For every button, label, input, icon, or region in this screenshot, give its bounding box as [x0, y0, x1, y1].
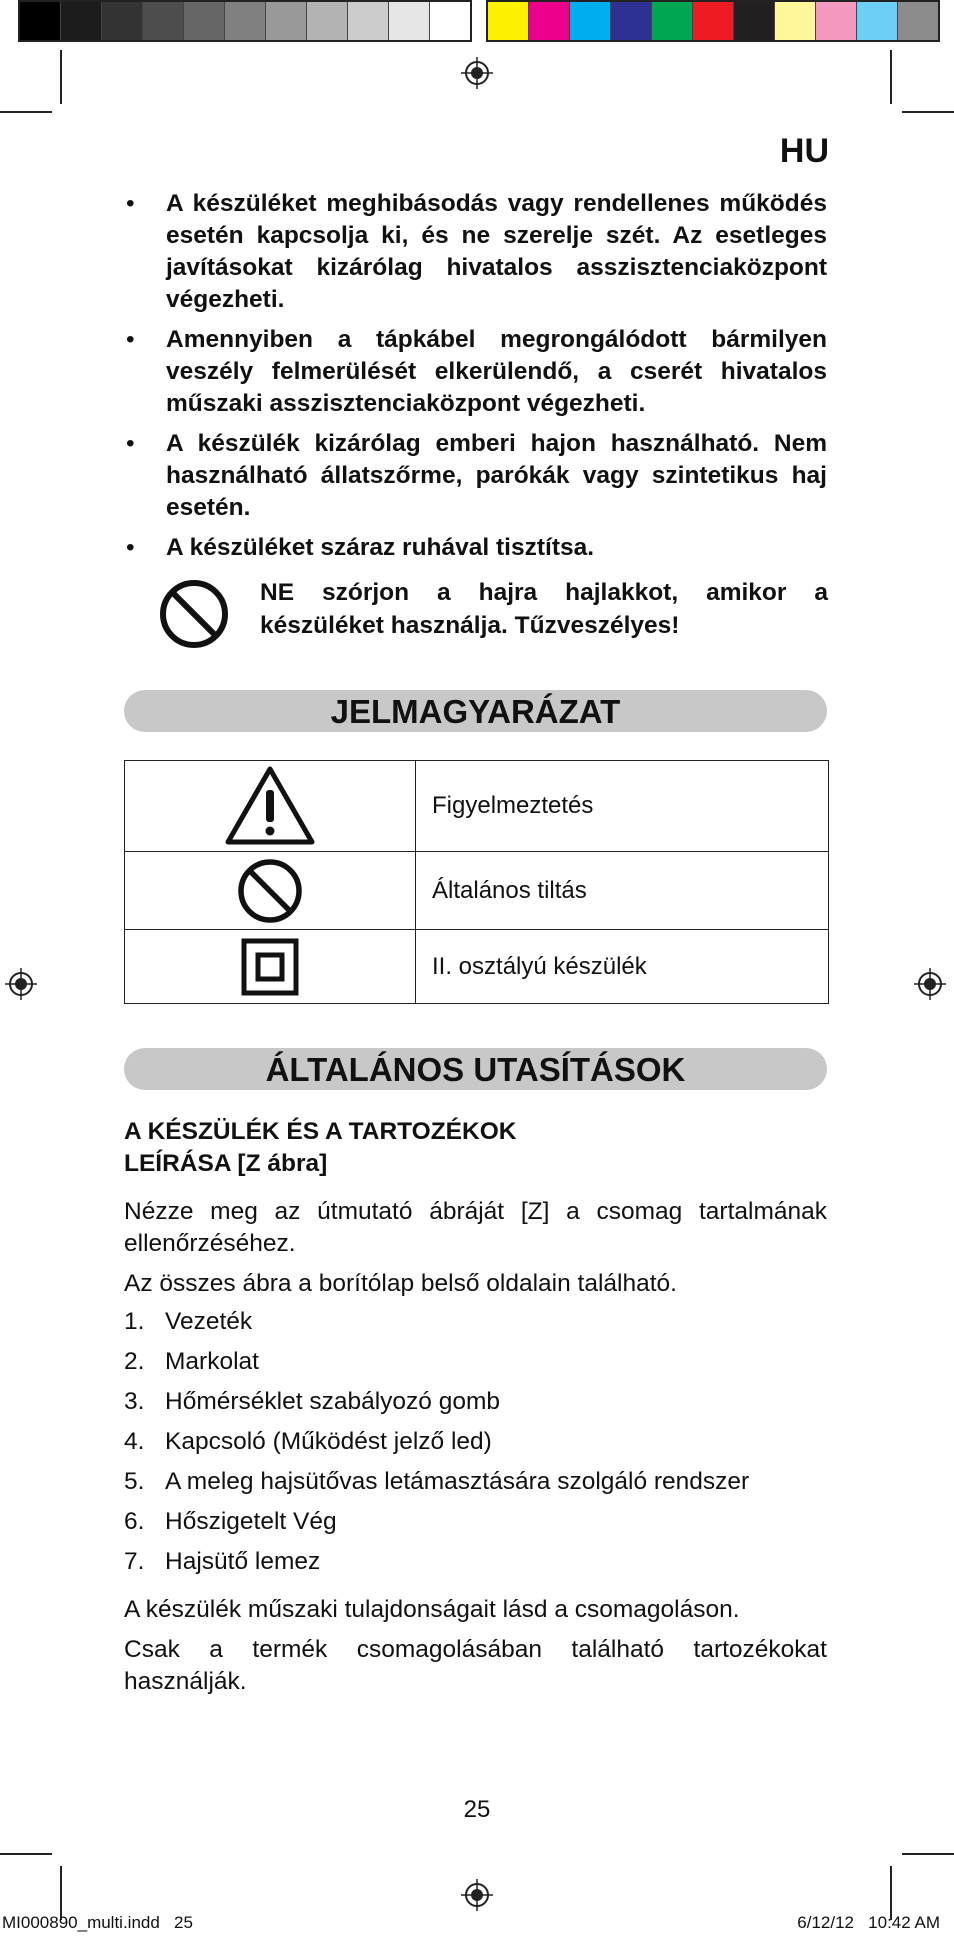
bullet-item: • A készüléket meghibásodás vagy rendellenes működés esetén kapcsolja ki, és ne szerelje szét. Az esetleges javításokat kizárólag hivatalos asszisztenciaközpont végezheti.: [124, 188, 827, 316]
color-swatch: [529, 2, 570, 40]
crop-mark: [890, 50, 892, 104]
warning-text: NE szórjon a hajra hajlakkot, amikor a készüléket használja. Tűzveszélyes!: [260, 579, 828, 639]
paragraph: Csak a termék csomagolásában található tartozékokat használják.: [124, 1636, 827, 1695]
list-item: 4. Kapcsoló (Működést jelző led): [124, 1428, 492, 1455]
warning-triangle-icon: [223, 764, 317, 848]
crop-mark: [0, 1853, 52, 1855]
parts-list: [124, 1306, 749, 1586]
instructions-heading: ÁLTALÁNOS UTASÍTÁSOK: [124, 1048, 827, 1090]
date-slug: 6/12/12 10:42 AM: [797, 1913, 940, 1932]
language-code: HU: [779, 132, 829, 170]
paragraph: Az összes ábra a borítólap belső oldalain található.: [124, 1270, 677, 1297]
section-subtitle: A KÉSZÜLÉK ÉS A TARTOZÉKOK LEÍRÁSA [Z ábra]: [124, 1118, 517, 1177]
page-number: 25: [463, 1796, 491, 1823]
color-swatch: [307, 2, 348, 40]
list-item: 7. Hajsütő lemez: [124, 1548, 321, 1575]
color-swatch: [611, 2, 652, 40]
prohibition-icon: [158, 578, 230, 650]
bullet-item: • A készüléket száraz ruhával tisztítsa.: [124, 532, 827, 564]
legend-heading: JELMAGYARÁZAT: [124, 690, 827, 732]
class-ii-double-square-icon: [241, 938, 299, 996]
file-slug: MI000890_multi.indd 25: [2, 1913, 193, 1932]
color-swatch: [389, 2, 430, 40]
list-item: 1. Vezeték: [124, 1308, 253, 1335]
paragraph: A készülék műszaki tulajdonságait lásd a csomagoláson.: [124, 1596, 740, 1623]
color-swatch: [266, 2, 307, 40]
color-swatch: [102, 2, 143, 40]
registration-mark-icon: [461, 1879, 493, 1911]
safety-bullet-list: [124, 188, 827, 572]
crop-mark: [890, 1866, 892, 1920]
paragraph: Nézze meg az útmutató ábráját [Z] a csomag tartalmának ellenőrzéséhez.: [124, 1198, 827, 1257]
color-swatch: [184, 2, 225, 40]
list-item: 2. Markolat: [124, 1348, 259, 1375]
registration-mark-icon: [461, 57, 493, 89]
color-swatch: [693, 2, 734, 40]
legend-label: Általános tiltás: [416, 852, 829, 930]
color-swatch: [488, 2, 529, 40]
color-swatch: [348, 2, 389, 40]
legend-row: [125, 852, 829, 930]
symbol-legend-table: [124, 760, 829, 1004]
color-swatch: [652, 2, 693, 40]
hairspray-warning: [158, 576, 828, 650]
crop-mark: [902, 111, 954, 113]
grayscale-swatches: [18, 0, 472, 42]
printer-color-bar: [18, 0, 940, 42]
list-item: 6. Hőszigetelt Vég: [124, 1508, 337, 1535]
prohibition-icon: [236, 857, 304, 925]
color-swatch: [734, 2, 775, 40]
color-swatch: [430, 2, 470, 40]
crop-mark: [60, 1866, 62, 1920]
registration-mark-icon: [914, 968, 946, 1000]
crop-mark: [60, 50, 62, 104]
color-swatch: [816, 2, 857, 40]
bullet-item: • Amennyiben a tápkábel megrongálódott bármilyen veszély felmerülését elkerülendő, a cserét hivatalos műszaki asszisztenciaközpont végezheti.: [124, 324, 827, 420]
list-item: 5. A meleg hajsütővas letámasztására szolgáló rendszer: [124, 1468, 750, 1495]
color-swatch: [225, 2, 266, 40]
bullet-item: • A készülék kizárólag emberi hajon használható. Nem használható állatszőrme, parókák vagy szintetikus haj esetén.: [124, 428, 827, 524]
legend-row: [125, 761, 829, 852]
color-swatch: [20, 2, 61, 40]
registration-mark-icon: [5, 968, 37, 1000]
color-swatch: [857, 2, 898, 40]
color-swatches: [486, 0, 940, 42]
legend-label: Figyelmeztetés: [416, 761, 829, 852]
color-swatch: [61, 2, 102, 40]
legend-row: [125, 930, 829, 1004]
color-swatch: [143, 2, 184, 40]
list-item: 3. Hőmérséklet szabályozó gomb: [124, 1388, 500, 1415]
legend-label: II. osztályú készülék: [416, 930, 829, 1004]
color-swatch: [570, 2, 611, 40]
crop-mark: [0, 111, 52, 113]
crop-mark: [902, 1853, 954, 1855]
color-swatch: [898, 2, 938, 40]
color-swatch: [775, 2, 816, 40]
